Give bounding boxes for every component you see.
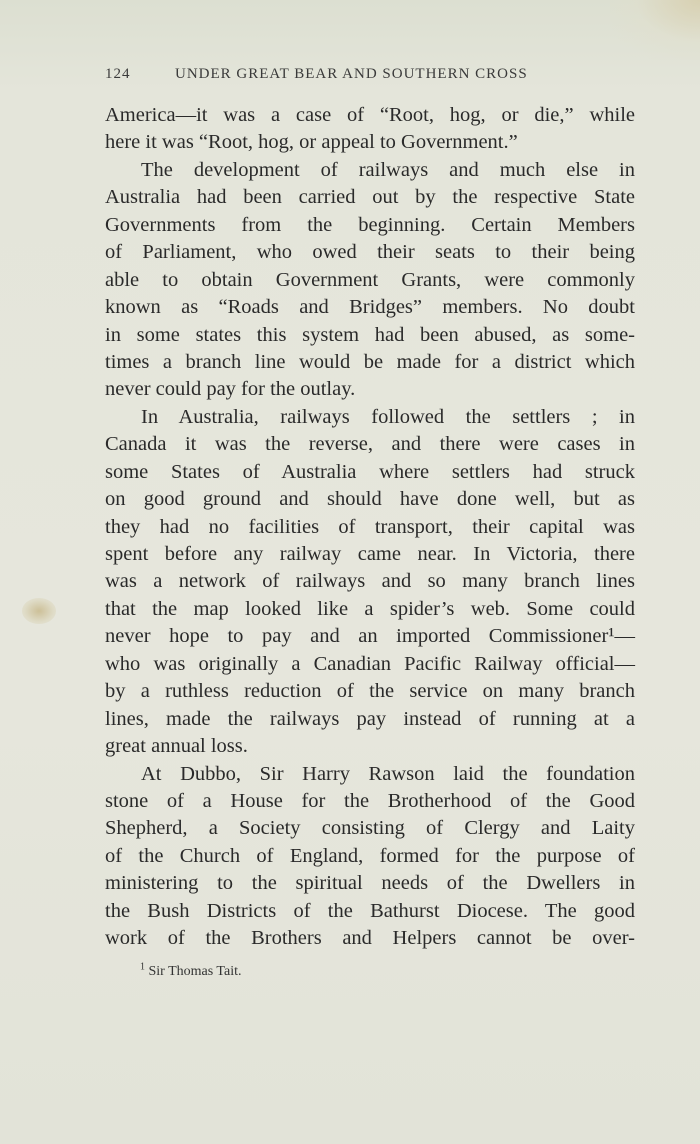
- text-line: lines, made the railways pay instead of running at a: [105, 707, 635, 730]
- text-line: some States of Australia where settlers had struck: [105, 460, 635, 483]
- text-line: America—it was a case of “Root, hog, or die,” while: [105, 104, 635, 126]
- running-head: UNDER GREAT BEAR AND SOUTHERN CROSS: [175, 66, 528, 82]
- text-line: in some states this system had been abused, as some-: [105, 323, 635, 346]
- text-line: of the Church of England, formed for the purpose of: [105, 844, 635, 867]
- text-line: spent before any railway came near. In Victoria, there: [105, 543, 635, 565]
- text-line: never hope to pay and an imported Commissioner¹—: [105, 625, 635, 648]
- text-line: able to obtain Government Grants, were commonly: [105, 268, 635, 291]
- text-line: that the map looked like a spider’s web. Some could: [105, 597, 635, 620]
- text-line: here it was “Root, hog, or appeal to Government.”: [105, 131, 518, 154]
- text-line: the Bush Districts of the Bathurst Diocese. The good: [105, 899, 635, 922]
- text-line: In Australia, railways followed the settlers ; in: [141, 405, 635, 428]
- text-line: by a ruthless reduction of the service on many branch: [105, 680, 635, 703]
- text-line: of Parliament, who owed their seats to their being: [105, 241, 635, 264]
- text-line: who was originally a Canadian Pacific Railway official—: [105, 652, 635, 675]
- text-line: Shepherd, a Society consisting of Clergy and Laity: [105, 817, 635, 840]
- page-stain: [22, 598, 56, 624]
- text-line: stone of a House for the Brotherhood of the Good: [105, 789, 635, 812]
- corner-stain: [610, 0, 700, 60]
- text-line: ministering to the spiritual needs of the Dwellers in: [105, 872, 635, 895]
- text-line: Governments from the beginning. Certain Members: [105, 213, 635, 236]
- text-line: on good ground and should have done well, but as: [105, 488, 635, 511]
- text-line: known as “Roads and Bridges” members. No doubt: [105, 296, 635, 319]
- text-line: Australia had been carried out by the respective State: [105, 186, 635, 209]
- text-line: Canada it was the reverse, and there were cases in: [105, 433, 635, 456]
- text-line: At Dubbo, Sir Harry Rawson laid the foundation: [141, 762, 635, 785]
- text-line: great annual loss.: [105, 735, 248, 758]
- page-header: [105, 66, 625, 90]
- text-line: work of the Brothers and Helpers cannot be over-: [105, 927, 635, 950]
- page-number: 124: [105, 66, 131, 82]
- text-line: times a branch line would be made for a district which: [105, 350, 635, 373]
- text-line: never could pay for the outlay.: [105, 378, 356, 401]
- footnote-marker: 1: [140, 961, 145, 973]
- footnote-text: Sir Thomas Tait.: [148, 964, 242, 979]
- body-text: [105, 102, 635, 953]
- text-line: was a network of railways and so many branch lines: [105, 570, 635, 593]
- text-line: they had no facilities of transport, their capital was: [105, 515, 635, 538]
- text-line: The development of railways and much else in: [141, 158, 635, 181]
- footnote: [140, 961, 242, 980]
